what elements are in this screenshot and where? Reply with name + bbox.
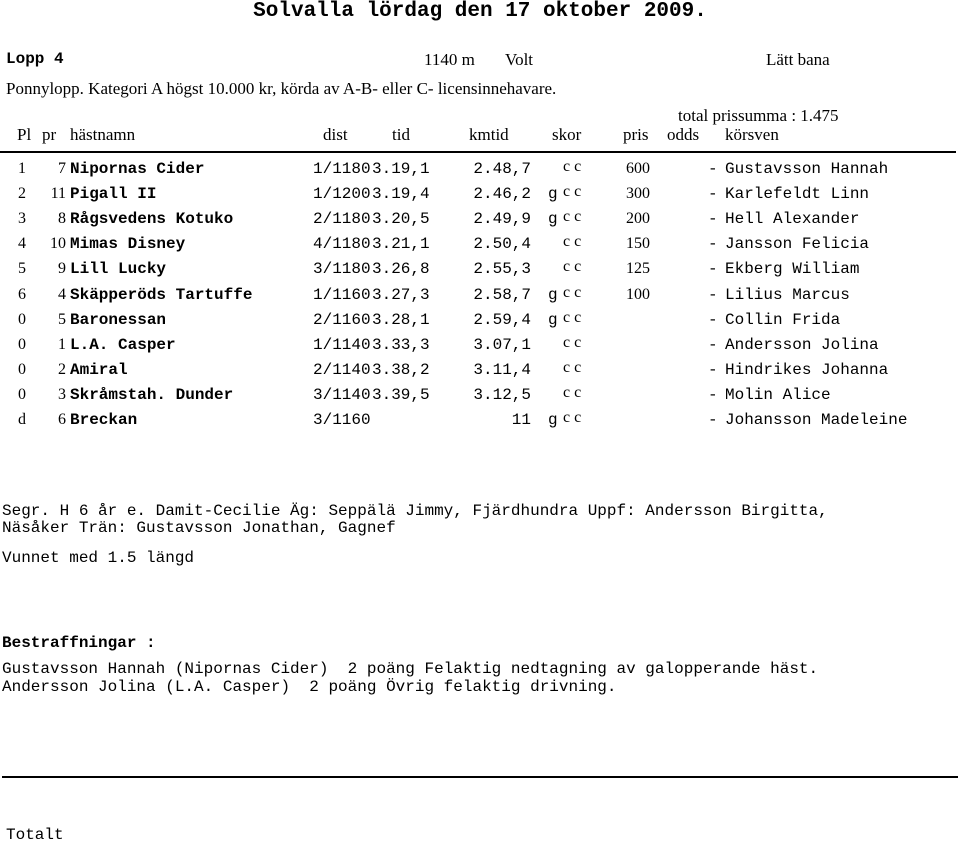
row-pl: 5 [18,260,26,278]
row-shoes: c c [563,333,582,351]
col-dist: dist [323,125,348,144]
row-pl: 3 [18,210,26,228]
row-odds: - [708,360,718,379]
row-dist: 2/1140 [313,360,371,379]
row-horse: Mimas Disney [70,235,186,254]
race-start: Volt [505,50,534,69]
row-tid: 3.38,2 [372,360,430,379]
row-pl: 6 [18,285,26,303]
row-shoes: c c [563,208,582,226]
row-driver: Jansson Felicia [725,235,870,254]
row-pl: d [18,411,26,428]
row-pr: 8 [58,210,66,228]
col-pr: pr [42,125,57,144]
row-driver: Lilius Marcus [725,285,850,304]
row-pr: 4 [58,285,66,303]
row-pris: 125 [626,260,650,278]
row-driver: Collin Frida [725,310,841,329]
row-kmtid: 2.50,4 [473,235,531,254]
table-row [0,383,960,411]
table-row [0,283,960,311]
row-horse: Skråmstah. Dunder [70,385,234,404]
row-pris: 200 [626,210,650,228]
row-pl: 0 [18,310,26,328]
penalties-heading: Bestraffningar : [2,634,156,652]
row-pl: 0 [18,385,26,403]
table-row [0,160,960,185]
page-title: Solvalla lördag den 17 oktober 2009. [253,0,707,23]
row-kmtid: 3.12,5 [473,385,531,404]
row-odds: - [708,260,718,279]
row-tid: 3.19,1 [372,160,430,178]
table-row [0,235,960,260]
penalty-item: Andersson Jolina (L.A. Casper) 2 poäng Övrig felaktig drivning. [2,678,617,696]
row-kmtid: 3.11,4 [473,360,531,379]
total-label: Totalt [6,826,64,844]
col-kmtid: kmtid [469,125,509,144]
row-pris: 300 [626,185,650,203]
col-pl: Pl [17,125,32,144]
row-odds: - [708,160,718,178]
row-odds: - [708,235,718,254]
table-row [0,308,960,336]
row-kmtid: 2.46,2 [473,185,531,204]
row-pr: 5 [58,310,66,328]
row-g: g [548,285,558,304]
row-horse: Skäpperöds Tartuffe [70,285,253,304]
table-row [0,333,960,361]
row-tid: 3.20,5 [372,210,430,229]
row-pr: 6 [58,411,66,428]
row-shoes: c c [563,233,582,251]
row-shoes: c c [563,409,582,426]
row-pr: 7 [58,160,66,177]
row-driver: Molin Alice [725,385,831,404]
row-kmtid: 2.58,7 [473,285,531,304]
row-odds: - [708,411,718,429]
row-odds: - [708,310,718,329]
row-driver: Ekberg William [725,260,860,279]
row-kmtid: 2.59,4 [473,310,531,329]
row-g: g [548,310,558,329]
row-kmtid: 3.07,1 [473,335,531,354]
col-skor: skor [552,125,582,144]
row-horse: Amiral [70,360,128,379]
row-odds: - [708,335,718,354]
row-pr: 10 [50,235,66,253]
row-horse: Pigall II [70,185,157,204]
row-shoes: c c [563,383,582,401]
row-odds: - [708,185,718,204]
col-tid: tid [392,125,410,144]
row-tid: 3.33,3 [372,335,430,354]
row-dist: 1/1180 [313,160,371,178]
row-driver: Karlefeldt Linn [725,185,870,204]
row-kmtid: 2.49,9 [473,210,531,229]
row-tid: 3.26,8 [372,260,430,279]
penalty-item: Gustavsson Hannah (Nipornas Cider) 2 poäng Felaktig nedtagning av galopperande häst. [2,660,819,678]
row-kmtid: 2.55,3 [473,260,531,279]
row-pris: 150 [626,235,650,253]
race-description: Ponnylopp. Kategori A högst 10.000 kr, körda av A-B- eller C- licensinnehavare. [6,79,557,98]
row-dist: 2/1180 [313,210,371,229]
track-condition: Lätt bana [766,50,830,69]
row-tid: 3.28,1 [372,310,430,329]
winner-info-line2: Näsåker Trän: Gustavsson Jonathan, Gagnef [2,519,396,537]
table-row [0,260,960,285]
row-horse: Lill Lucky [70,260,167,279]
row-kmtid: 11 [511,411,531,429]
winner-info-line1: Segr. H 6 år e. Damit-Cecilie Äg: Seppälä Jimmy, Fjärdhundra Uppf: Andersson Birgitta, [2,502,828,520]
row-pl: 2 [18,185,26,203]
table-row [0,210,960,235]
row-odds: - [708,385,718,404]
row-odds: - [708,285,718,304]
row-dist: 2/1160 [313,310,371,329]
row-shoes: c c [563,258,582,276]
row-tid: 3.19,4 [372,185,430,204]
row-horse: Rågsvedens Kotuko [70,210,234,229]
row-driver: Hindrikes Johanna [725,360,889,379]
row-tid: 3.27,3 [372,285,430,304]
row-shoes: c c [563,283,582,301]
winning-margin: Vunnet med 1.5 längd [2,549,195,567]
col-pris: pris [623,125,649,144]
row-shoes: c c [563,183,582,201]
row-dist: 4/1180 [313,235,371,254]
col-horse: hästnamn [70,125,136,144]
row-pris: 600 [626,160,650,177]
table-row [0,411,960,436]
row-driver: Hell Alexander [725,210,860,229]
header-divider [0,151,956,153]
row-horse: L.A. Casper [70,335,176,354]
col-driver: körsven [725,125,779,144]
row-driver: Johansson Madeleine [725,411,908,429]
row-pl: 0 [18,335,26,353]
row-pl: 1 [18,160,26,177]
row-driver: Gustavsson Hannah [725,160,889,178]
table-row [0,185,960,210]
race-label: Lopp 4 [6,50,64,68]
row-pr: 1 [58,335,66,353]
total-prize: total prissumma : 1.475 [678,106,839,125]
row-kmtid: 2.48,7 [473,160,531,178]
row-odds: - [708,210,718,229]
row-pris: 100 [626,285,650,303]
row-tid: 3.39,5 [372,385,430,404]
row-pl: 0 [18,360,26,378]
row-pl: 4 [18,235,26,253]
race-distance: 1140 m [424,50,475,69]
row-dist: 1/1160 [313,285,371,304]
row-dist: 1/1200 [313,185,371,204]
row-g: g [548,210,558,229]
row-horse: Breckan [70,411,138,429]
row-horse: Nipornas Cider [70,160,205,178]
row-pr: 9 [58,260,66,278]
row-shoes: c c [563,158,582,175]
row-horse: Baronessan [70,310,167,329]
row-g: g [548,411,558,429]
row-dist: 3/1180 [313,260,371,279]
row-shoes: c c [563,358,582,376]
table-row [0,358,960,386]
row-pr: 2 [58,360,66,378]
row-pr: 11 [50,185,66,203]
row-shoes: c c [563,308,582,326]
row-dist: 1/1140 [313,335,371,354]
col-odds: odds [667,125,700,144]
row-dist: 3/1160 [313,411,371,429]
row-g: g [548,185,558,204]
row-tid: 3.21,1 [372,235,430,254]
row-dist: 3/1140 [313,385,371,404]
row-driver: Andersson Jolina [725,335,879,354]
row-pr: 3 [58,385,66,403]
footer-divider [2,776,958,778]
